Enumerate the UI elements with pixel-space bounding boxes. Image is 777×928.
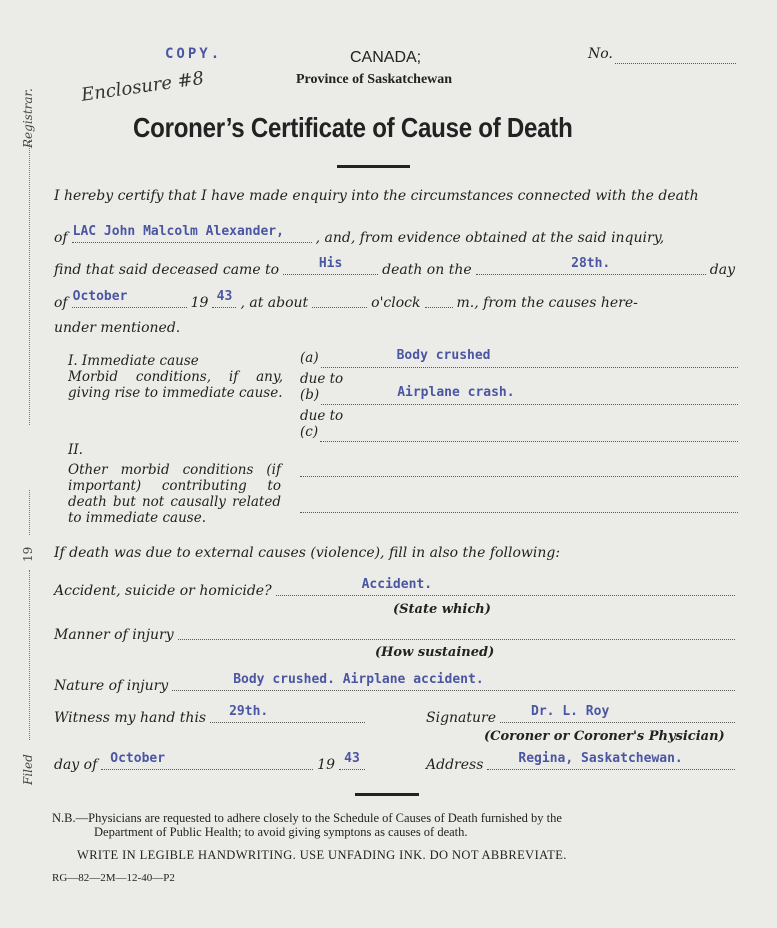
manner-label: Manner of injury (54, 627, 174, 643)
hour-field[interactable] (312, 290, 367, 308)
registrar-label: Registrar. (21, 88, 35, 148)
day-label: day (709, 262, 735, 278)
cause-c-row (300, 424, 740, 445)
signature-field[interactable] (500, 705, 735, 723)
nature-value: Body crushed. Airplane accident. (233, 672, 484, 687)
certificate-title: Coroner’s Certificate of Cause of Death (133, 112, 573, 143)
pronoun-field[interactable] (283, 257, 378, 275)
death-day-field[interactable] (476, 257, 706, 275)
death-day-value: 28th. (571, 256, 611, 271)
accident-value: Accident. (361, 577, 433, 592)
section-1-heading: I. Immediate cause (68, 353, 199, 369)
address-line (424, 752, 737, 773)
section-2-text: Other morbid conditions (if important) contributing to death but not causally related to immediate cause. (68, 462, 281, 526)
death-month-field[interactable] (72, 290, 187, 308)
deceased-name-field[interactable] (72, 225, 312, 243)
number-label: No. (588, 46, 613, 62)
nature-field[interactable] (172, 673, 735, 691)
nature-label: Nature of injury (54, 678, 169, 694)
signature-label: Signature (426, 710, 497, 726)
oclock-label: o'clock (371, 295, 421, 311)
external-intro-line (52, 545, 737, 561)
handwritten-enclosure-note: Enclosure #8 (79, 67, 206, 106)
death-year-value: 43 (216, 289, 233, 304)
form-code: RG—82—2M—12-40—P2 (52, 872, 175, 884)
witness-label: Witness my hand this (54, 710, 207, 726)
of-label-2: of (54, 295, 68, 311)
witness-day-value: 29th. (229, 704, 269, 719)
cause-a-field[interactable] (321, 350, 738, 368)
manner-field[interactable] (178, 622, 735, 640)
ampm-field[interactable] (425, 290, 453, 308)
cause-b-label: (b) (300, 387, 320, 403)
signoff-month-value: October (110, 751, 166, 766)
at-about-label: , at about (240, 295, 309, 311)
under-mentioned-text: under mentioned. (54, 320, 181, 336)
external-intro-text: If death was due to external causes (violence), fill in also the following: (54, 545, 561, 561)
witness-line (52, 705, 367, 726)
manner-hint: (How sustained) (375, 645, 495, 660)
cause-c-field[interactable] (320, 424, 738, 442)
other-conditions-field-1[interactable] (300, 464, 738, 477)
of-label: of (54, 230, 68, 246)
deceased-name-value: LAC John Malcolm Alexander, (72, 224, 284, 239)
cause-a-row (300, 350, 740, 371)
address-value: Regina, Saskatchewan. (518, 751, 683, 766)
cause-c-value (528, 423, 530, 438)
accident-label: Accident, suicide or homicide? (54, 583, 272, 599)
inquiry-text: , and, from evidence obtained at the said inquiry, (315, 230, 665, 246)
certify-text: I hereby certify that I have made enquiry into the circumstances connected with the death (54, 188, 699, 204)
certify-line-3 (52, 257, 737, 278)
accident-field[interactable] (276, 578, 735, 596)
death-on-label: death on the (382, 262, 472, 278)
registrar-dotted-line (29, 140, 30, 425)
signoff-year-field[interactable] (339, 752, 365, 770)
country-heading: CANADA; (350, 49, 422, 66)
nb-note (52, 811, 562, 839)
cause-a-label: (a) (300, 350, 319, 366)
section-1-text: Morbid conditions, if any, giving rise to immediate cause. (68, 369, 283, 401)
nature-line (52, 673, 737, 694)
m-label: m., from the causes here- (456, 295, 638, 311)
other-conditions-field-2[interactable] (300, 500, 738, 513)
section-2-heading: II. (68, 442, 83, 458)
copy-stamp: COPY. (165, 46, 223, 62)
cause-a-value: Body crushed (396, 348, 491, 363)
footer-divider (355, 793, 419, 796)
due-to-1: due to (300, 371, 344, 387)
number-value-blank[interactable] (615, 46, 736, 64)
nb-line-2: Department of Public Health; to avoid giving symptons as causes of death. (94, 825, 468, 839)
accident-hint: (State which) (393, 602, 491, 617)
instruction-text: WRITE IN LEGIBLE HANDWRITING. USE UNFADING INK. DO NOT ABBREVIATE. (77, 848, 567, 862)
title-divider (337, 165, 410, 168)
manner-value (455, 621, 457, 636)
address-label: Address (426, 757, 484, 773)
cause-b-value: Airplane crash. (397, 385, 515, 400)
day-of-label: day of (54, 757, 98, 773)
certify-line-5 (52, 320, 737, 336)
number-field[interactable] (588, 46, 738, 67)
cause-b-field[interactable] (321, 387, 738, 405)
certify-line-1 (52, 188, 737, 204)
certify-line-2 (52, 225, 737, 246)
province-heading: Province of Saskatchewan (296, 72, 453, 87)
due-to-2: due to (300, 408, 344, 424)
find-label: find that said deceased came to (54, 262, 280, 278)
death-month-value: October (72, 289, 128, 304)
signature-hint: (Coroner or Coroner's Physician) (484, 729, 725, 744)
signoff-year-value: 43 (344, 751, 360, 766)
year-prefix: 19 (190, 295, 209, 311)
certify-line-4 (52, 290, 737, 311)
immediate-cause-section (68, 353, 283, 401)
address-field[interactable] (487, 752, 735, 770)
manner-line (52, 622, 737, 643)
margin-year-label: 19 (21, 546, 35, 562)
signoff-year-prefix: 19 (317, 757, 335, 773)
cause-lines (300, 350, 740, 445)
signoff-month-field[interactable] (101, 752, 313, 770)
pronoun-value: His (318, 256, 343, 271)
day-of-line (52, 752, 367, 773)
signature-line (424, 705, 737, 726)
signature-value: Dr. L. Roy (531, 704, 610, 719)
cause-b-row (300, 387, 740, 408)
cause-c-label: (c) (300, 424, 319, 440)
death-year-field[interactable] (212, 290, 236, 308)
witness-day-field[interactable] (210, 705, 365, 723)
filed-label: Filed (21, 754, 35, 785)
filed-dotted-line (29, 570, 30, 740)
other-conditions-section (68, 442, 281, 526)
accident-line (52, 578, 737, 599)
year-dotted-line (29, 490, 30, 535)
nb-line-1: N.B.—Physicians are requested to adhere closely to the Schedule of Causes of Death furnished by the (52, 811, 562, 825)
